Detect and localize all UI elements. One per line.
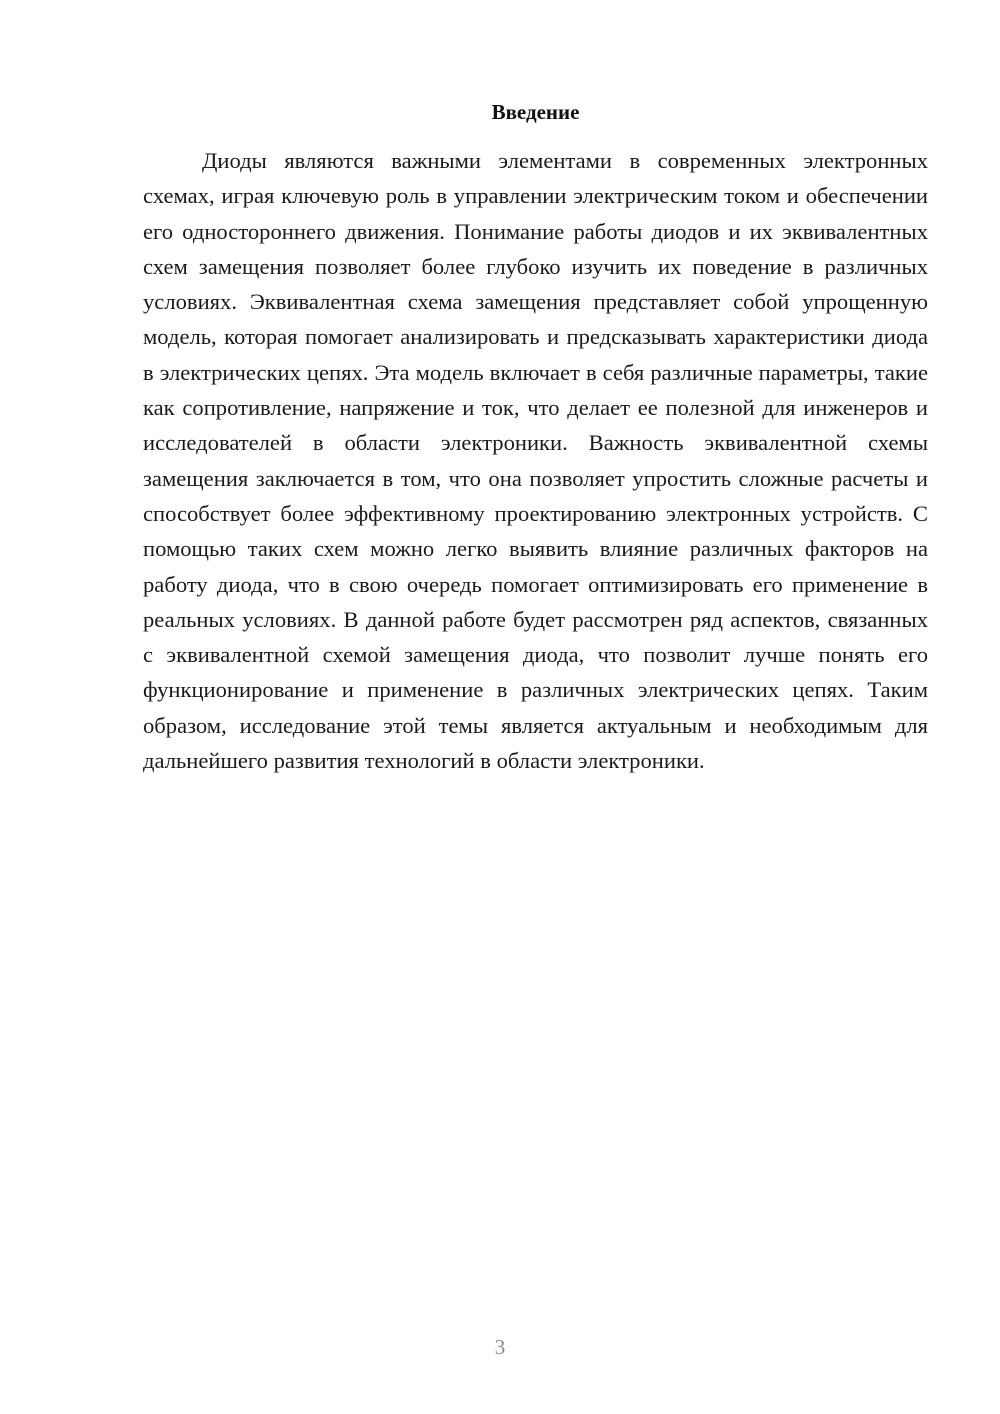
page-number: 3 [494,1335,506,1359]
section-heading: Введение [491,100,580,124]
intro-paragraph: Диоды являются важными элементами в современных электронных схемах, играя ключевую роль в управлении электрическим током и обеспечении его одностороннего движения. Понимание работы диодов и их эквивалентных схем замещения позволяет более глубоко изучить их поведение в различных условиях. Эквивалентная схема замещения представляет собой упрощенную модель, которая помогает анализировать и предсказывать характеристики диода в электрических цепях. Эта модель включает в себя различные параметры, такие как сопротивление, напряжение и ток, что делает ее полезной для инженеров и исследователей в области электроники. Важность эквивалентной схемы замещения заключается в том, что она позволяет упростить сложные расчеты и способствует более эффективному проектированию электронных устройств. С помощью таких схем можно легко выявить влияние различных факторов на работу диода, что в свою очередь помогает оптимизировать его применение в реальных условиях. В данной работе будет рассмотрен ряд аспектов, связанных с эквивалентной схемой замещения диода, что позволит лучше понять его функционирование и применение в различных электрических цепях. Таким образом, исследование этой темы является актуальным и необходимым для дальнейшего развития технологий в области электроники. [143,148,928,774]
